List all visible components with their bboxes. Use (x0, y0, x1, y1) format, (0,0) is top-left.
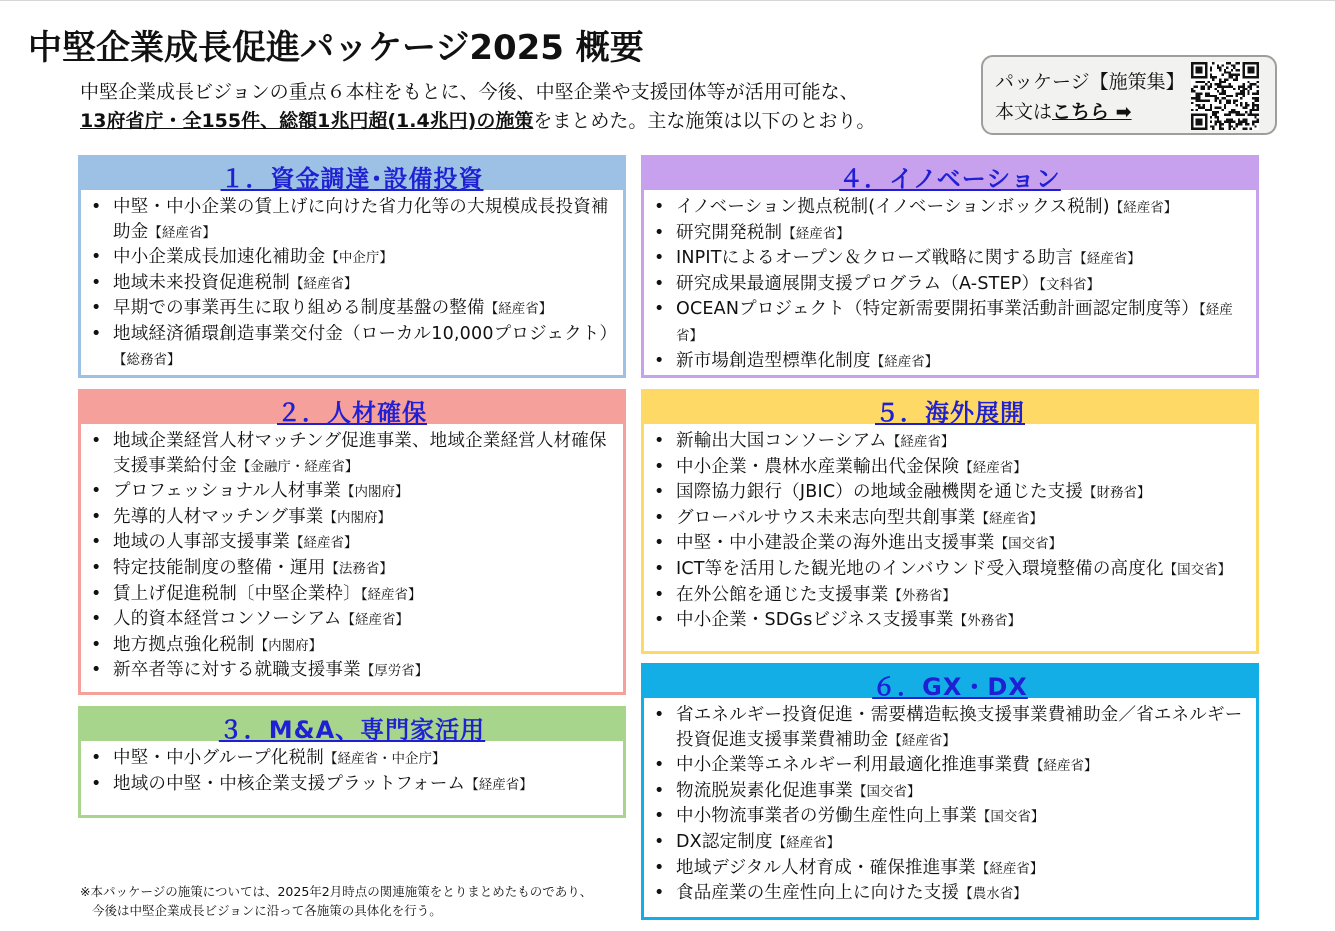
measure-item (85, 322, 619, 372)
measure-item (85, 658, 619, 684)
measure-name: 中小企業成長加速化補助金 (113, 247, 326, 268)
section-gx-dx (641, 663, 1259, 920)
package-document-link[interactable]: こちら ➡ (1052, 101, 1132, 123)
measure-name: 特定技能制度の整備・運用 (113, 557, 326, 578)
measure-item (648, 429, 1252, 455)
measure-name: 中堅・中小グループ化税制 (113, 748, 324, 768)
measure-item (648, 272, 1252, 298)
measure-name: 研究成果最適展開支援プログラム（A-STEP） (676, 273, 1040, 294)
ministry-tag: 【財務省】 (1083, 485, 1151, 502)
measure-item (648, 557, 1252, 583)
measure-item (648, 195, 1252, 221)
measure-name: 地域経済循環創造事業交付金（ローカル10,000プロジェクト） (113, 323, 618, 344)
ministry-tag: 【国交省】 (1163, 561, 1232, 578)
measure-name: 中小企業・農林水産業輸出代金保険 (676, 456, 960, 477)
measure-item (648, 779, 1252, 805)
ministry-tag: 【内閣府】 (323, 509, 391, 526)
measure-list (85, 746, 619, 797)
measure-name: 中小物流事業者の労働生産性向上事業 (676, 806, 977, 827)
ministry-tag: 【内閣府】 (341, 484, 409, 501)
measure-name: INPITによるオープン＆クローズ戦略に関する助言 (676, 248, 1074, 269)
measure-name: 地域の人事部支援事業 (113, 532, 290, 553)
measure-item (85, 245, 619, 271)
page-title: 中堅企業成長促進パッケージ2025 概要 (28, 28, 644, 68)
measure-list (648, 429, 1252, 634)
measure-name: グローバルサウス未来志向型共創事業 (676, 507, 976, 528)
measure-item (648, 804, 1252, 830)
measure-item (648, 753, 1252, 779)
measure-item (85, 556, 619, 582)
measure-name: 地域企業経営人材マッチング促進事業、地域企業経営人材確保支援事業給付金 (113, 431, 607, 476)
footnote-line-2: 今後は中堅企業成長ビジョンに沿って各施策の具体化を行う。 (92, 903, 442, 918)
measure-item (85, 296, 619, 322)
qr-panel-line-2 (995, 97, 1185, 127)
measure-name: 地域の中堅・中核企業支援プラットフォーム (113, 773, 466, 794)
measure-name: 食品産業の生産性向上に向けた支援 (676, 883, 960, 904)
ministry-tag: 【経産省】 (484, 301, 553, 318)
measure-item (85, 633, 619, 659)
section-body (81, 741, 623, 815)
ministry-tag: 【総務省】 (113, 351, 181, 368)
ministry-tag: 【経産省】 (290, 275, 358, 292)
footnote (80, 882, 592, 920)
ministry-tag: 【中企庁】 (325, 250, 393, 267)
footnote-line-1: ※本パッケージの施策については、2025年2月時点の関連施策をとりまとめたものであり、 (80, 884, 593, 899)
measure-name: 賃上げ促進税制〔中堅企業枠〕 (113, 583, 361, 604)
measure-item (85, 429, 619, 479)
section-title: ４．イノベーション (839, 165, 1061, 193)
measure-item (648, 480, 1252, 506)
section-overseas (641, 389, 1259, 654)
section-title: ６．GX・DX (872, 673, 1028, 701)
ministry-tag: 【経産省】 (1109, 200, 1178, 216)
intro-emphasis: 13府省庁・全155件、総額1兆円超(1.4兆円)の施策 (80, 110, 534, 132)
measure-name: 国際協力銀行（JBIC）の地域金融機関を通じた支援 (676, 482, 1084, 503)
measure-name: イノベーション拠点税制(イノベーションボックス税制) (676, 197, 1110, 217)
measure-name: 中小企業等エネルギー利用最適化推進事業費 (676, 755, 1030, 776)
ministry-tag: 【経産省】 (782, 225, 850, 242)
measure-list (648, 195, 1252, 374)
measure-name: 中小企業・SDGsビジネス支援事業 (676, 610, 954, 631)
section-heading (644, 158, 1256, 193)
measure-item (648, 246, 1252, 272)
qr-panel-text (995, 67, 1185, 127)
ministry-tag: 【経産省】 (959, 459, 1027, 476)
ministry-tag: 【文科省】 (1039, 276, 1100, 293)
ministry-tag: 【厚労省】 (360, 663, 429, 680)
measure-item (85, 746, 619, 772)
measure-name: ICT等を活用した観光地のインバウンド受入環境整備の高度化 (676, 558, 1164, 579)
section-body (644, 698, 1256, 917)
measure-item (85, 582, 619, 608)
section-heading (81, 709, 623, 744)
measure-item (648, 703, 1252, 753)
measure-item (85, 479, 619, 505)
section-body (81, 424, 623, 692)
measure-name: 早期での事業再生に取り組める制度基盤の整備 (113, 298, 485, 319)
measure-item (648, 297, 1252, 348)
ministry-tag: 【経産省】 (975, 860, 1044, 877)
measure-name: 地域デジタル人材育成・確保推進事業 (676, 857, 976, 878)
ministry-tag: 【法務省】 (325, 560, 393, 577)
ministry-tag: 【経産省】 (465, 776, 533, 793)
measure-item (648, 830, 1252, 856)
ministry-tag: 【外務省】 (888, 587, 956, 604)
measure-name: 新市場創造型標準化制度 (676, 350, 871, 371)
section-body (644, 424, 1256, 651)
section-heading (644, 392, 1256, 427)
measure-item (648, 506, 1252, 532)
section-title: ５．海外展開 (875, 399, 1025, 427)
measure-item (648, 349, 1252, 375)
section-title: １．資金調達･設備投資 (220, 165, 484, 193)
ministry-tag: 【経産省】 (886, 434, 955, 450)
ministry-tag: 【外務省】 (953, 613, 1022, 630)
section-title: ３．M&A、専門家活用 (218, 716, 486, 744)
measure-item (648, 221, 1252, 247)
measure-item (648, 455, 1252, 481)
ministry-tag: 【経産省・中企庁】 (324, 751, 446, 767)
ministry-tag: 【経産省】 (1073, 251, 1141, 268)
section-funding-investment (78, 155, 626, 378)
section-talent (78, 389, 626, 695)
section-innovation (641, 155, 1259, 378)
measure-name: 中堅・中小建設企業の海外進出支援事業 (676, 533, 995, 554)
qr-code-icon[interactable] (1191, 62, 1259, 130)
intro-line-1: 中堅企業成長ビジョンの重点６本柱をもとに、今後、中堅企業や支援団体等が活用可能な、 (80, 81, 859, 103)
section-heading (644, 666, 1256, 701)
measure-item (85, 195, 619, 245)
ministry-tag: 【経産省】 (870, 353, 939, 370)
ministry-tag: 【経産省】 (772, 834, 841, 851)
measure-item (648, 881, 1252, 907)
measure-name: 在外公館を通じた支援事業 (676, 584, 889, 605)
qr-panel-line-1: パッケージ【施策集】 (995, 71, 1185, 93)
measure-name: 地域未来投資促進税制 (113, 272, 290, 293)
ministry-tag: 【農水省】 (959, 886, 1027, 903)
ministry-tag: 【経産省】 (676, 302, 1233, 344)
measure-name: 物流脱炭素化促進事業 (676, 780, 853, 801)
section-heading (81, 158, 623, 193)
section-ma-experts (78, 706, 626, 818)
ministry-tag: 【国交省】 (853, 783, 921, 800)
measure-name: 中堅・中小企業の賃上げに向けた省力化等の大規模成長投資補助金 (113, 197, 609, 242)
ministry-tag: 【経産省】 (148, 224, 216, 241)
measure-item (85, 530, 619, 556)
ministry-tag: 【経産省】 (975, 510, 1043, 527)
measure-item (85, 607, 619, 633)
ministry-tag: 【経産省】 (341, 612, 410, 629)
section-heading (81, 392, 623, 427)
intro-line-2 (80, 107, 875, 136)
measure-name: 先導的人材マッチング事業 (113, 506, 324, 527)
ministry-tag: 【経産省】 (360, 586, 422, 603)
measure-name: 地方拠点強化税制 (113, 634, 255, 655)
measure-name: 省エネルギー投資促進・需要構造転換支援事業費補助金／省エネルギー投資促進支援事業費補助金 (676, 705, 1243, 750)
measure-name: DX認定制度 (676, 831, 773, 852)
ministry-tag: 【国交省】 (976, 809, 1045, 826)
top-divider (0, 0, 1335, 1)
measure-item (85, 772, 619, 798)
ministry-tag: 【経産省】 (888, 732, 956, 749)
measure-name: 新卒者等に対する就職支援事業 (113, 660, 361, 681)
measure-name: プロフェッショナル人材事業 (113, 481, 341, 502)
measure-item (648, 531, 1252, 557)
section-body (644, 190, 1256, 375)
intro-line-2-rest: をまとめた。主な施策は以下のとおり。 (533, 110, 876, 132)
measure-item (648, 608, 1252, 634)
measure-name: 研究開発税制 (676, 222, 783, 243)
measure-item (648, 856, 1252, 882)
qr-panel (981, 55, 1277, 135)
measure-list (85, 195, 619, 372)
measure-item (85, 505, 619, 531)
section-body (81, 190, 623, 375)
ministry-tag: 【国交省】 (994, 536, 1063, 553)
measure-item (648, 583, 1252, 609)
measure-name: OCEANプロジェクト（特定新需要開拓事業活動計画認定制度等） (676, 299, 1199, 320)
measure-list (648, 703, 1252, 907)
ministry-tag: 【経産省】 (290, 535, 358, 552)
measure-list (85, 429, 619, 684)
intro-text (80, 78, 875, 136)
ministry-tag: 【経産省】 (1030, 758, 1098, 775)
section-title: ２．人材確保 (277, 399, 427, 427)
qr-panel-prefix: 本文は (995, 101, 1053, 123)
ministry-tag: 【内閣府】 (254, 637, 323, 654)
ministry-tag: 【金融庁・経産省】 (236, 458, 359, 475)
measure-name: 人的資本経営コンソーシアム (113, 609, 342, 630)
measure-name: 新輸出大国コンソーシアム (676, 431, 887, 451)
measure-item (85, 271, 619, 297)
